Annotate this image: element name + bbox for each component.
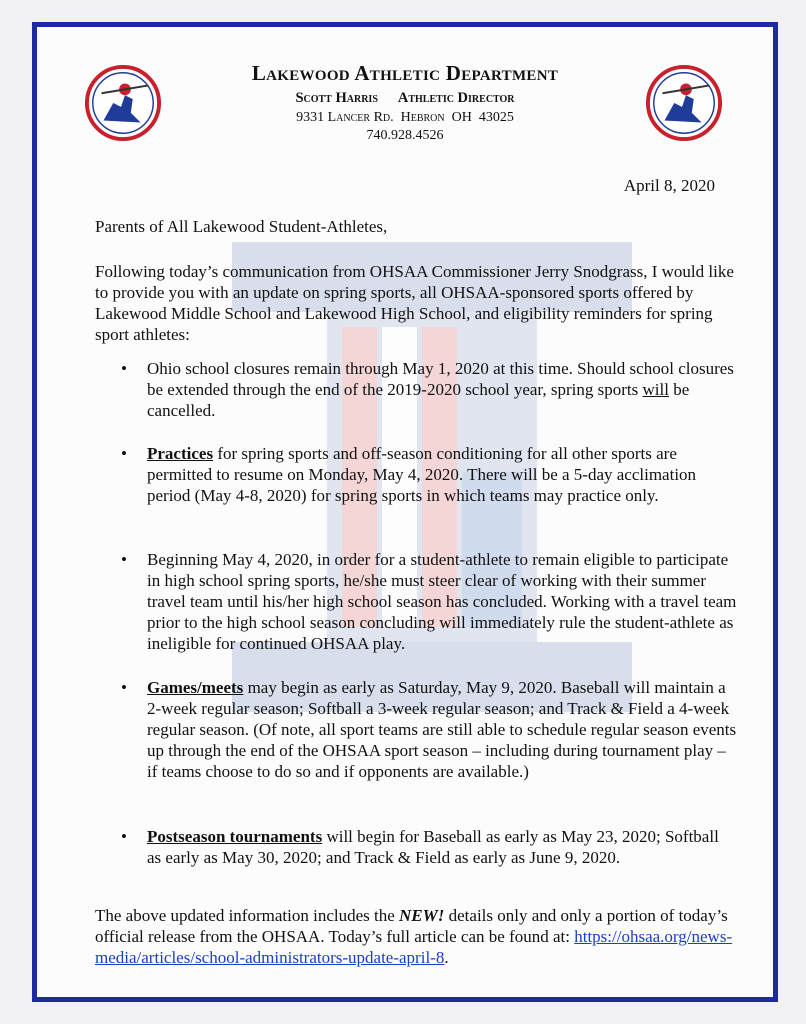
- bullet-item: [147, 677, 737, 782]
- bullet-item: [147, 358, 737, 421]
- underlined-word: will: [642, 380, 669, 399]
- bullet-text: may begin as early as Saturday, May 9, 2020. Baseball will maintain a 2-week regular season; Softball a 3-week regular season; and Track & Field a 4-week regular season. (Of note, all sport teams are still able to schedule regular season events up through the end of the OHSAA sport season – including during tournament play – if teams choose to do so and if opponents are available.): [147, 678, 737, 781]
- bullet-text: be cancelled.: [147, 380, 690, 420]
- bullet-lead: Postseason tournaments: [147, 827, 323, 846]
- intro-paragraph: Following today’s communication from OHSAA Commissioner Jerry Snodgrass, I would like to provide you with an update on spring sports, all OHSAA-sponsored sports offered by Lakewood Middle School and Lakewood High School, and eligibility reminders for spring sport athletes:: [95, 262, 734, 344]
- department-title: Lakewood Athletic Department: [251, 61, 559, 85]
- closing-paragraph: [95, 905, 735, 968]
- closing-text: .: [444, 948, 449, 967]
- article-link[interactable]: https://ohsaa.org/news-media/articles/school-administrators-update-april-8: [95, 927, 733, 967]
- bullet-text: Ohio school closures remain through May 1, 2020 at this time. Should school closures be extended through the end of the 2019-2020 school year, spring sports: [147, 359, 734, 399]
- director-title: Athletic Director: [397, 90, 515, 106]
- director-name: Scott Harris: [295, 90, 378, 106]
- bullet-text: will begin for Baseball as early as May 23, 2020; Softball as early as May 30, 2020; and Track & Field as early as June 9, 2020.: [147, 827, 719, 867]
- closing-text: The above updated information includes the: [95, 906, 400, 925]
- bullet-text: Beginning May 4, 2020, in order for a student-athlete to remain eligible to participate in high school spring sports, he/she must steer clear of working with their summer travel team until his/her high school season has concluded. Working with a travel team prior to the high school season concluding will immediately rule the student-athlete as ineligible for continued OHSAA play.: [147, 550, 737, 653]
- bullet-item: [147, 826, 737, 868]
- director-line: [37, 90, 773, 107]
- letter-date: April 8, 2020: [623, 176, 715, 195]
- new-emphasis: NEW!: [399, 906, 445, 925]
- bullet-lead: Practices: [147, 444, 214, 463]
- bullet-item: [147, 549, 737, 654]
- address: 9331 Lancer Rd. Hebron OH 43025: [296, 110, 514, 125]
- bullet-text: for spring sports and off-season conditioning for all other sports are permitted to resume on Monday, May 4, 2020. There will be a 5-day acclimation period (May 4-8, 2020) for spring sports in which teams may practice only.: [147, 444, 697, 505]
- bullet-lead: Games/meets: [147, 678, 244, 697]
- phone: 740.928.4526: [366, 128, 444, 143]
- bullet-item: [147, 443, 737, 506]
- salutation: Parents of All Lakewood Student-Athletes,: [95, 217, 388, 236]
- closing-text: details only and only a portion of today’s official release from the OHSAA. Today’s full article can be found at:: [95, 906, 728, 946]
- letter-frame: [32, 22, 778, 1002]
